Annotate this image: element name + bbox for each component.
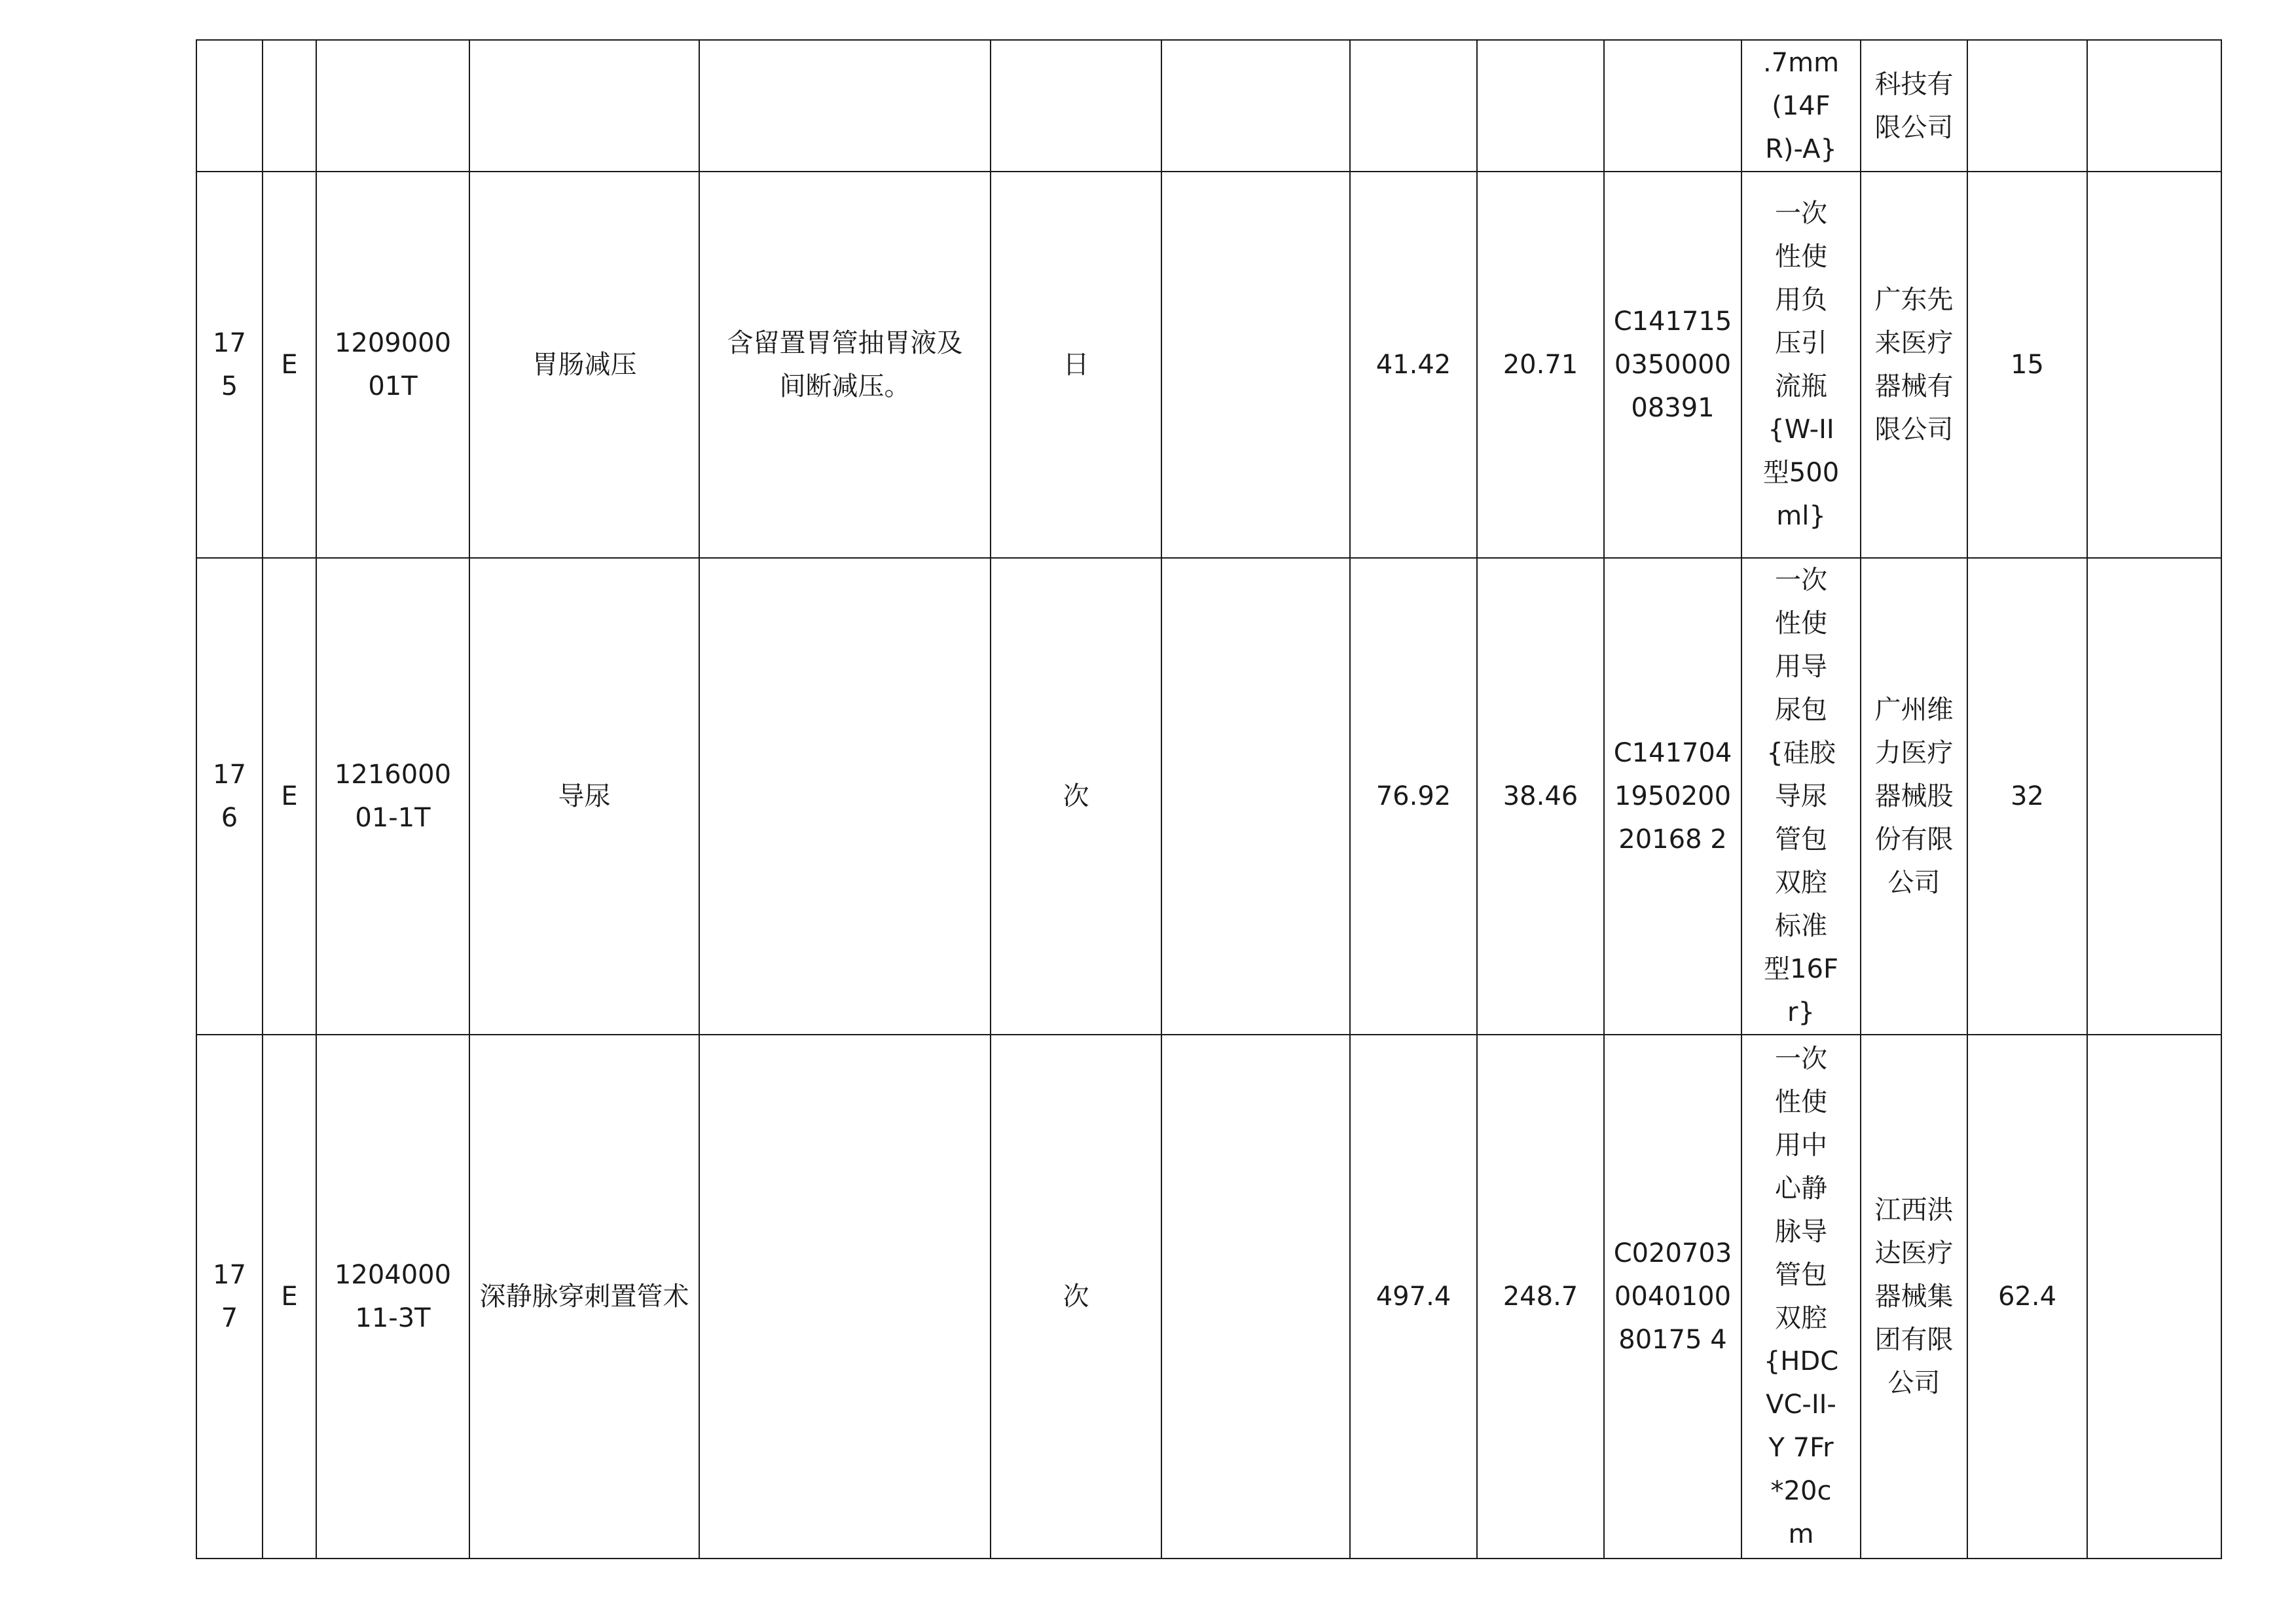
cell-unit bbox=[991, 40, 1161, 172]
cell-description bbox=[699, 1035, 991, 1559]
cell-code: 120900001T bbox=[316, 172, 469, 558]
cell-name: 胃肠减压 bbox=[469, 172, 699, 558]
cell-enterprise: 广州维力医疗器械股份有限公司 bbox=[1861, 558, 1967, 1035]
price-table bbox=[196, 39, 2222, 1559]
cell-no bbox=[196, 40, 263, 172]
cell-price-1: 76.92 bbox=[1350, 558, 1477, 1035]
cell-no: 176 bbox=[196, 558, 263, 1035]
cell-empty bbox=[1161, 40, 1350, 172]
cell-code: 121600001-1T bbox=[316, 558, 469, 1035]
cell-price-1: 497.4 bbox=[1350, 1035, 1477, 1559]
cell-name: 深静脉穿刺置管术 bbox=[469, 1035, 699, 1559]
cell-price-2 bbox=[1477, 40, 1604, 172]
cell-material-name: .7mm(14FR)-A} bbox=[1741, 40, 1861, 172]
cell-unit: 次 bbox=[991, 1035, 1161, 1559]
cell-price-1 bbox=[1350, 40, 1477, 172]
cell-unit: 次 bbox=[991, 558, 1161, 1035]
cell-class: E bbox=[263, 1035, 316, 1559]
cell-material-name: 一次性使用中心静脉导管包双腔{HDCVC-II-Y 7Fr*20cm bbox=[1741, 1035, 1861, 1559]
cell-code bbox=[316, 40, 469, 172]
cell-empty bbox=[1161, 172, 1350, 558]
cell-description: 含留置胃管抽胃液及间断减压。 bbox=[699, 172, 991, 558]
cell-name bbox=[469, 40, 699, 172]
cell-price-2: 248.7 bbox=[1477, 1035, 1604, 1559]
table-row bbox=[196, 558, 2221, 1035]
cell-limit bbox=[1967, 40, 2087, 172]
cell-class: E bbox=[263, 172, 316, 558]
cell-price-2: 20.71 bbox=[1477, 172, 1604, 558]
cell-limit: 32 bbox=[1967, 558, 2087, 1035]
cell-limit: 62.4 bbox=[1967, 1035, 2087, 1559]
cell-empty bbox=[2087, 172, 2221, 558]
cell-material-code bbox=[1604, 40, 1741, 172]
cell-code: 120400011-3T bbox=[316, 1035, 469, 1559]
cell-price-1: 41.42 bbox=[1350, 172, 1477, 558]
cell-enterprise: 江西洪达医疗器械集团有限公司 bbox=[1861, 1035, 1967, 1559]
cell-material-code: C020703004010080175 4 bbox=[1604, 1035, 1741, 1559]
cell-class: E bbox=[263, 558, 316, 1035]
cell-empty bbox=[1161, 558, 1350, 1035]
cell-no: 177 bbox=[196, 1035, 263, 1559]
cell-empty bbox=[2087, 40, 2221, 172]
cell-price-2: 38.46 bbox=[1477, 558, 1604, 1035]
cell-enterprise: 科技有限公司 bbox=[1861, 40, 1967, 172]
cell-limit: 15 bbox=[1967, 172, 2087, 558]
cell-name: 导尿 bbox=[469, 558, 699, 1035]
table-row bbox=[196, 1035, 2221, 1559]
cell-description bbox=[699, 40, 991, 172]
cell-empty bbox=[2087, 558, 2221, 1035]
cell-empty bbox=[1161, 1035, 1350, 1559]
table-row bbox=[196, 172, 2221, 558]
cell-enterprise: 广东先来医疗器械有限公司 bbox=[1861, 172, 1967, 558]
cell-empty bbox=[2087, 1035, 2221, 1559]
cell-material-name: 一次性使用导尿包{硅胶导尿管包双腔标准型16Fr} bbox=[1741, 558, 1861, 1035]
cell-description bbox=[699, 558, 991, 1035]
cell-material-code: C141704195020020168 2 bbox=[1604, 558, 1741, 1035]
cell-class bbox=[263, 40, 316, 172]
cell-material-name: 一次性使用负压引流瓶{W-II型500ml} bbox=[1741, 172, 1861, 558]
cell-material-code: C141715035000008391 bbox=[1604, 172, 1741, 558]
cell-unit: 日 bbox=[991, 172, 1161, 558]
cell-no: 175 bbox=[196, 172, 263, 558]
table-row bbox=[196, 40, 2221, 172]
